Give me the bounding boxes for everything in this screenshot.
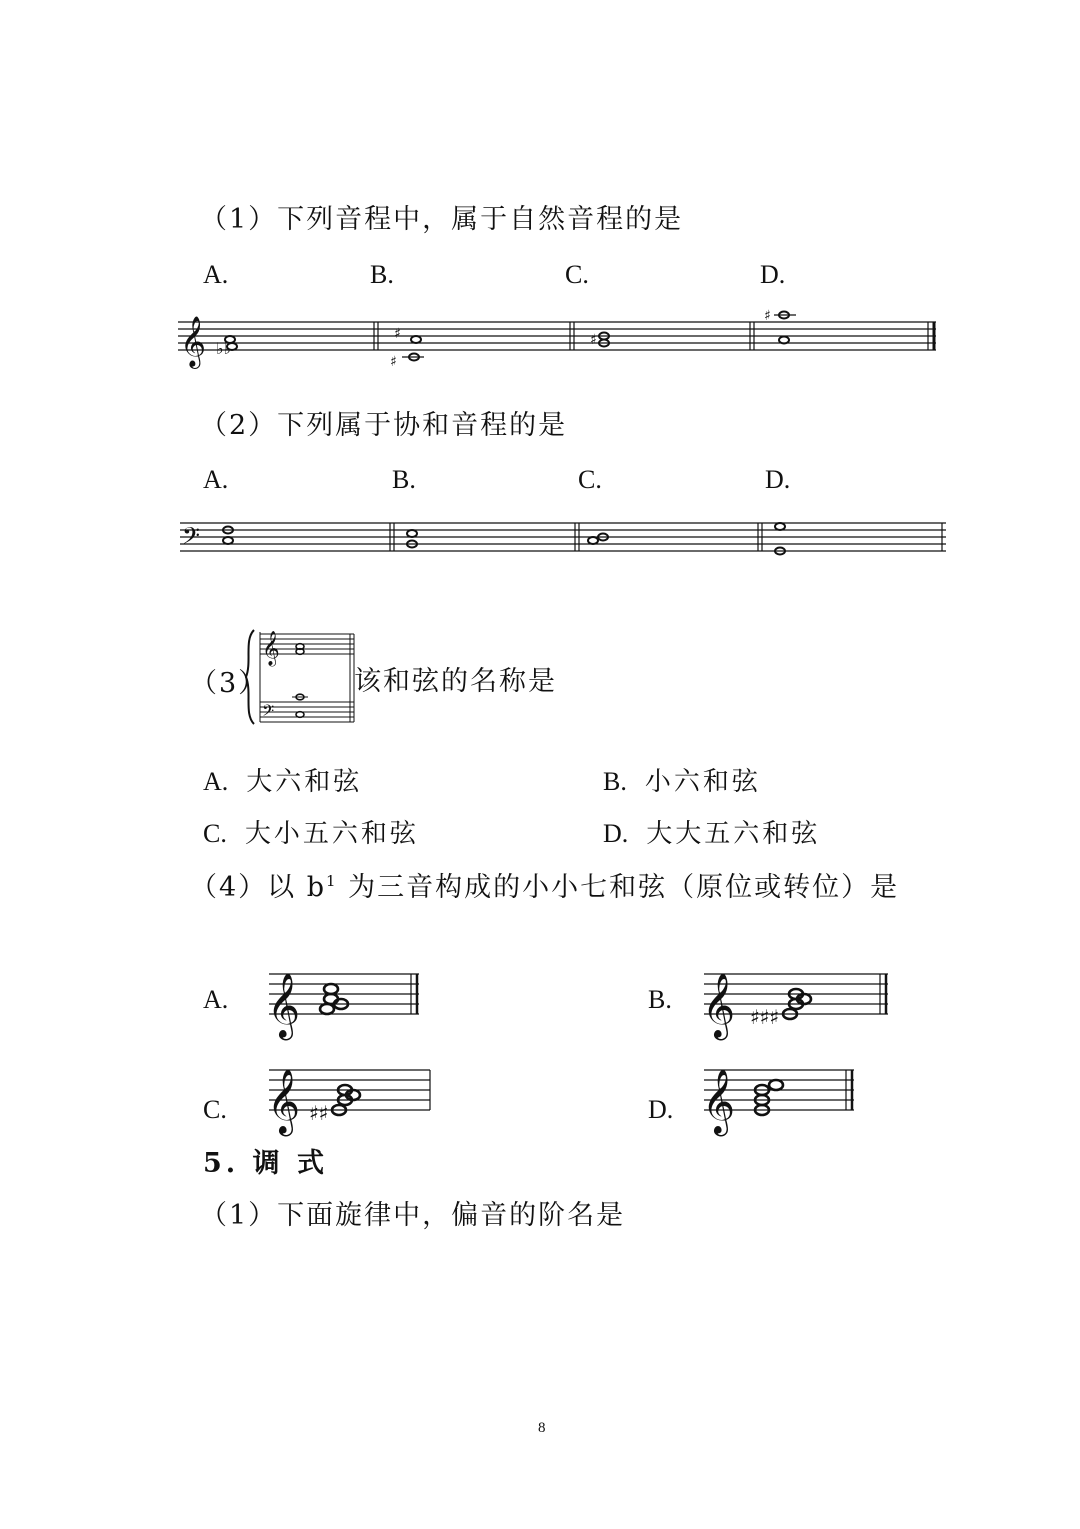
q1-treble-staff xyxy=(178,300,940,370)
q1-option-d-label: D. xyxy=(760,260,786,289)
svg-text:♯: ♯ xyxy=(590,332,597,348)
q1-option-c-label: C. xyxy=(565,260,589,289)
q3-number: （3） xyxy=(190,668,268,699)
treble-clef-icon: 𝄞 xyxy=(267,1069,301,1134)
q3-choice-d: D. 大大五六和弦 xyxy=(603,819,821,849)
treble-clef-icon: 𝄞 xyxy=(262,631,280,666)
q2-question: （2）下列属于协和音程的是 xyxy=(200,410,568,441)
bass-clef-icon: 𝄢 xyxy=(262,702,275,724)
q4-option-a-staff xyxy=(265,962,425,1037)
q3-question: 该和弦的名称是 xyxy=(354,666,557,697)
q4-option-b-staff xyxy=(700,962,895,1037)
q1-option-a-label: A. xyxy=(203,260,229,289)
q3-grand-staff xyxy=(240,622,360,732)
q2-option-c-label: C. xyxy=(578,465,602,494)
q4-option-d-label: D. xyxy=(648,1095,674,1124)
page-number: 8 xyxy=(538,1420,546,1436)
q4-option-a-label: A. xyxy=(203,985,229,1014)
q4-option-c-label: C. xyxy=(203,1095,227,1124)
treble-clef-icon: 𝄞 xyxy=(267,973,301,1038)
q3-choice-b: B. 小六和弦 xyxy=(603,767,761,797)
q4-question: （4）以 $b^1$ 为三音构成的小小七和弦（原位或转位）是 xyxy=(190,872,900,903)
q2-option-d-label: D. xyxy=(765,465,791,494)
q2-option-a-label: A. xyxy=(203,465,229,494)
q3-choice-a: A. 大六和弦 xyxy=(203,767,363,797)
svg-text:♭♭: ♭♭ xyxy=(216,339,232,358)
q4-option-b-label: B. xyxy=(648,985,672,1014)
treble-clef-icon: 𝄞 xyxy=(702,973,736,1038)
q4-option-d-staff xyxy=(700,1058,860,1133)
svg-text:♯: ♯ xyxy=(390,354,397,370)
svg-text:♯♯: ♯♯ xyxy=(309,1101,329,1125)
svg-text:♯: ♯ xyxy=(764,308,771,324)
q1-question: （1）下列音程中，属于自然音程的是 xyxy=(200,204,684,235)
q3-choice-c: C. 大小五六和弦 xyxy=(203,819,419,849)
svg-text:♯♯♯: ♯♯♯ xyxy=(750,1005,780,1029)
q1-option-b-label: B. xyxy=(370,260,394,289)
treble-clef-icon: 𝄞 xyxy=(180,316,207,367)
section5-q1-question: （1）下面旋律中，偏音的阶名是 xyxy=(200,1200,626,1231)
svg-text:♯: ♯ xyxy=(394,326,401,342)
section5-heading: 5. 调 式 xyxy=(203,1148,328,1179)
q4-option-c-staff xyxy=(265,1058,435,1133)
q2-bass-staff xyxy=(180,515,950,565)
q2-option-b-label: B. xyxy=(392,465,416,494)
bass-clef-icon: 𝄢 xyxy=(182,522,201,555)
treble-clef-icon: 𝄞 xyxy=(702,1069,736,1134)
